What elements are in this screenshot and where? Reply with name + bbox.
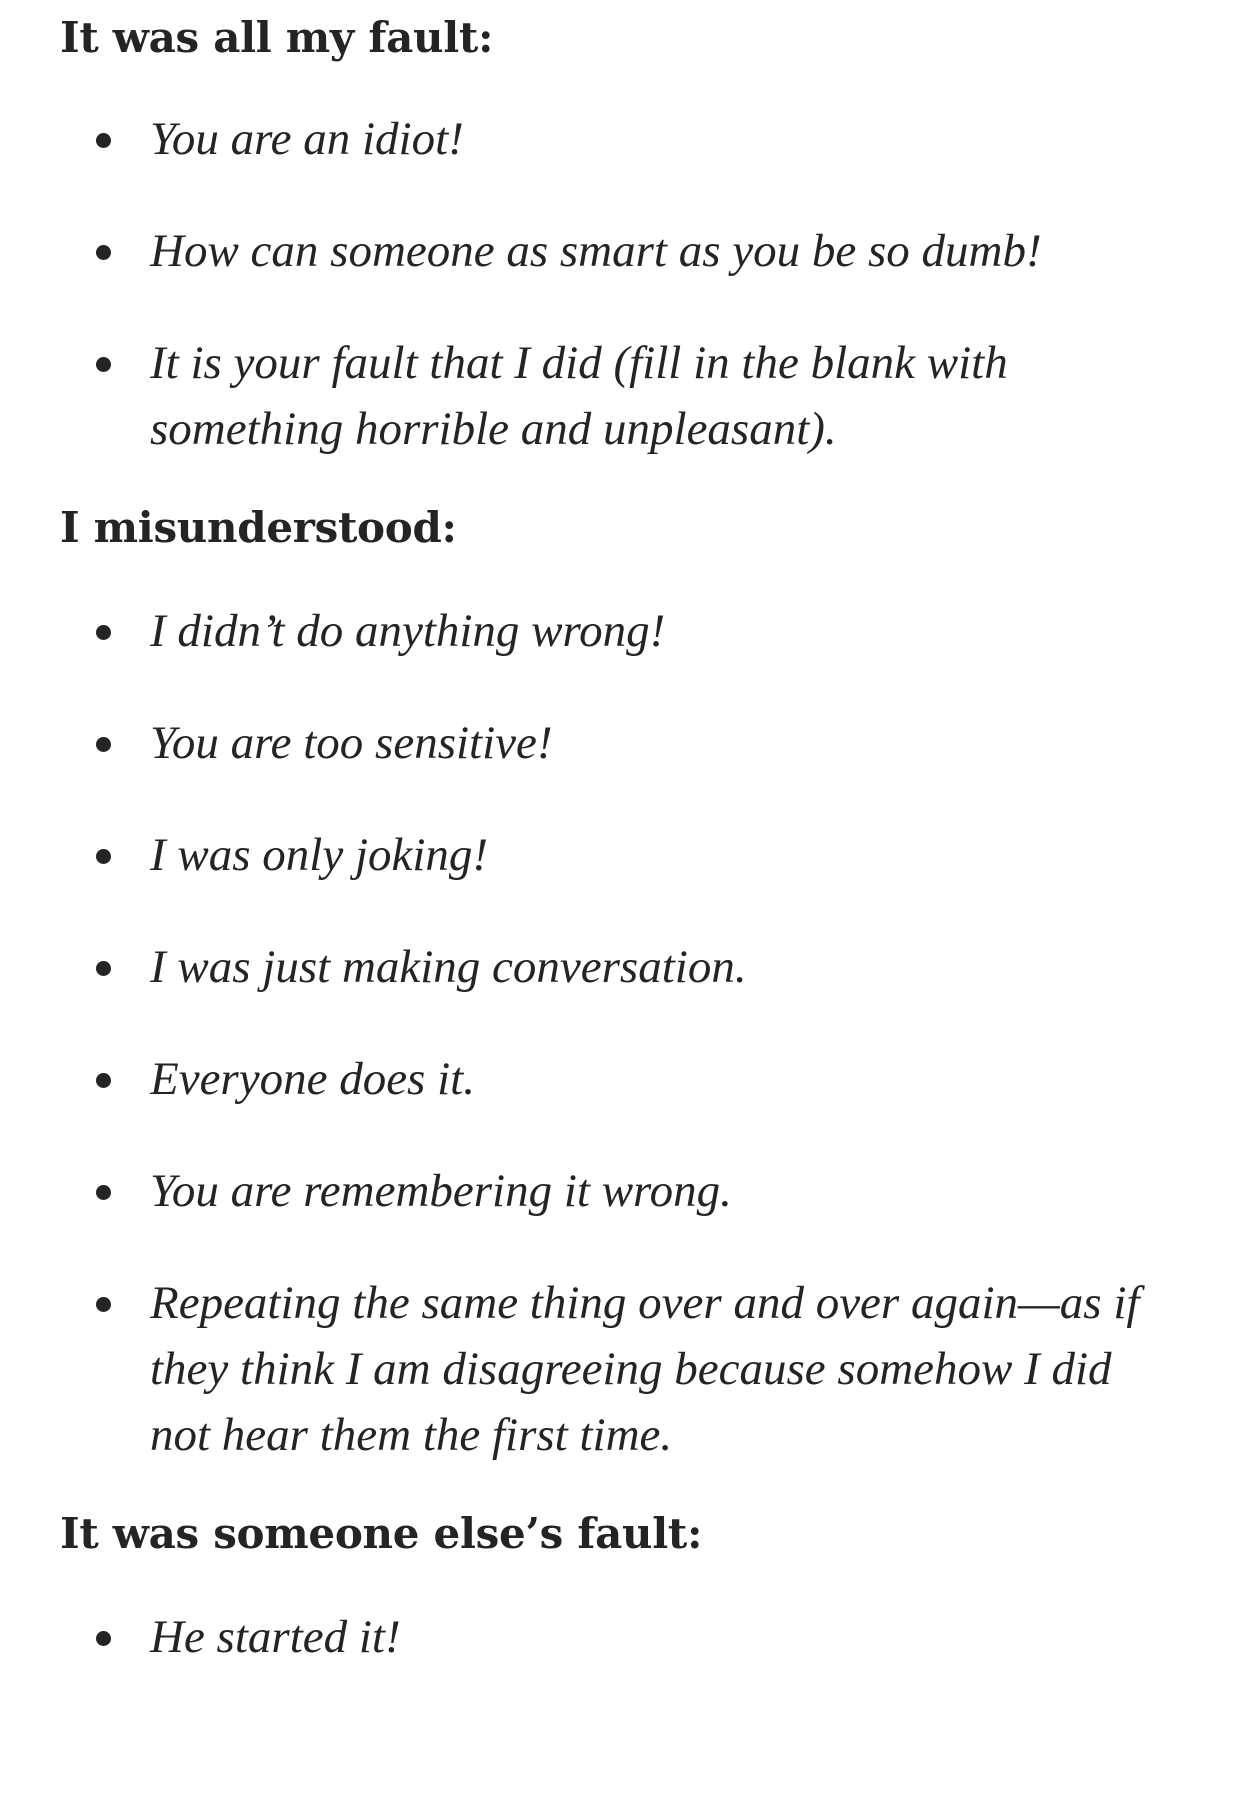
quote-list bbox=[60, 598, 1140, 1468]
list-item bbox=[60, 1158, 1150, 1224]
list-item bbox=[60, 330, 1150, 462]
quote-text: Repeating the same thing over and over again—as if they think I am disagreeing because somehow I did not hear them the first time. bbox=[150, 1277, 1140, 1461]
quote-text: It is your fault that I did (fill in the blank with something horrible and unpleasant). bbox=[150, 337, 1008, 455]
quote-text: You are too sensitive! bbox=[150, 717, 553, 769]
bullet-icon bbox=[96, 357, 111, 372]
list-item bbox=[60, 710, 1150, 776]
quote-text: You are an idiot! bbox=[150, 113, 464, 165]
section-heading: I misunderstood: bbox=[60, 503, 457, 552]
bullet-icon bbox=[96, 961, 111, 976]
bullet-icon bbox=[96, 1297, 111, 1312]
list-item bbox=[60, 1270, 1150, 1468]
bullet-icon bbox=[96, 849, 111, 864]
quote-text: I was only joking! bbox=[150, 829, 489, 881]
bullet-icon bbox=[96, 1185, 111, 1200]
list-item bbox=[60, 106, 1150, 172]
bullet-icon bbox=[96, 737, 111, 752]
bullet-icon bbox=[96, 1073, 111, 1088]
article-body bbox=[60, 0, 1140, 1670]
list-item bbox=[60, 218, 1150, 284]
list-item bbox=[60, 822, 1150, 888]
bullet-icon bbox=[96, 133, 111, 148]
quote-text: I was just making conversation. bbox=[150, 941, 747, 993]
bullet-icon bbox=[96, 625, 111, 640]
quote-text: He started it! bbox=[150, 1611, 401, 1663]
bullet-icon bbox=[96, 1631, 111, 1646]
list-item bbox=[60, 934, 1150, 1000]
list-item bbox=[60, 1046, 1150, 1112]
section-heading: It was someone else’s fault: bbox=[60, 1509, 703, 1558]
quote-text: Everyone does it. bbox=[150, 1053, 475, 1105]
quote-text: You are remembering it wrong. bbox=[150, 1165, 732, 1217]
bullet-icon bbox=[96, 245, 111, 260]
list-item bbox=[60, 598, 1150, 664]
quote-list bbox=[60, 106, 1120, 462]
section-heading: It was all my fault: bbox=[60, 13, 494, 62]
list-item bbox=[60, 1604, 1150, 1670]
quote-list bbox=[60, 1604, 1120, 1670]
quote-text: I didn’t do anything wrong! bbox=[150, 605, 666, 657]
quote-text: How can someone as smart as you be so dumb! bbox=[150, 225, 1042, 277]
